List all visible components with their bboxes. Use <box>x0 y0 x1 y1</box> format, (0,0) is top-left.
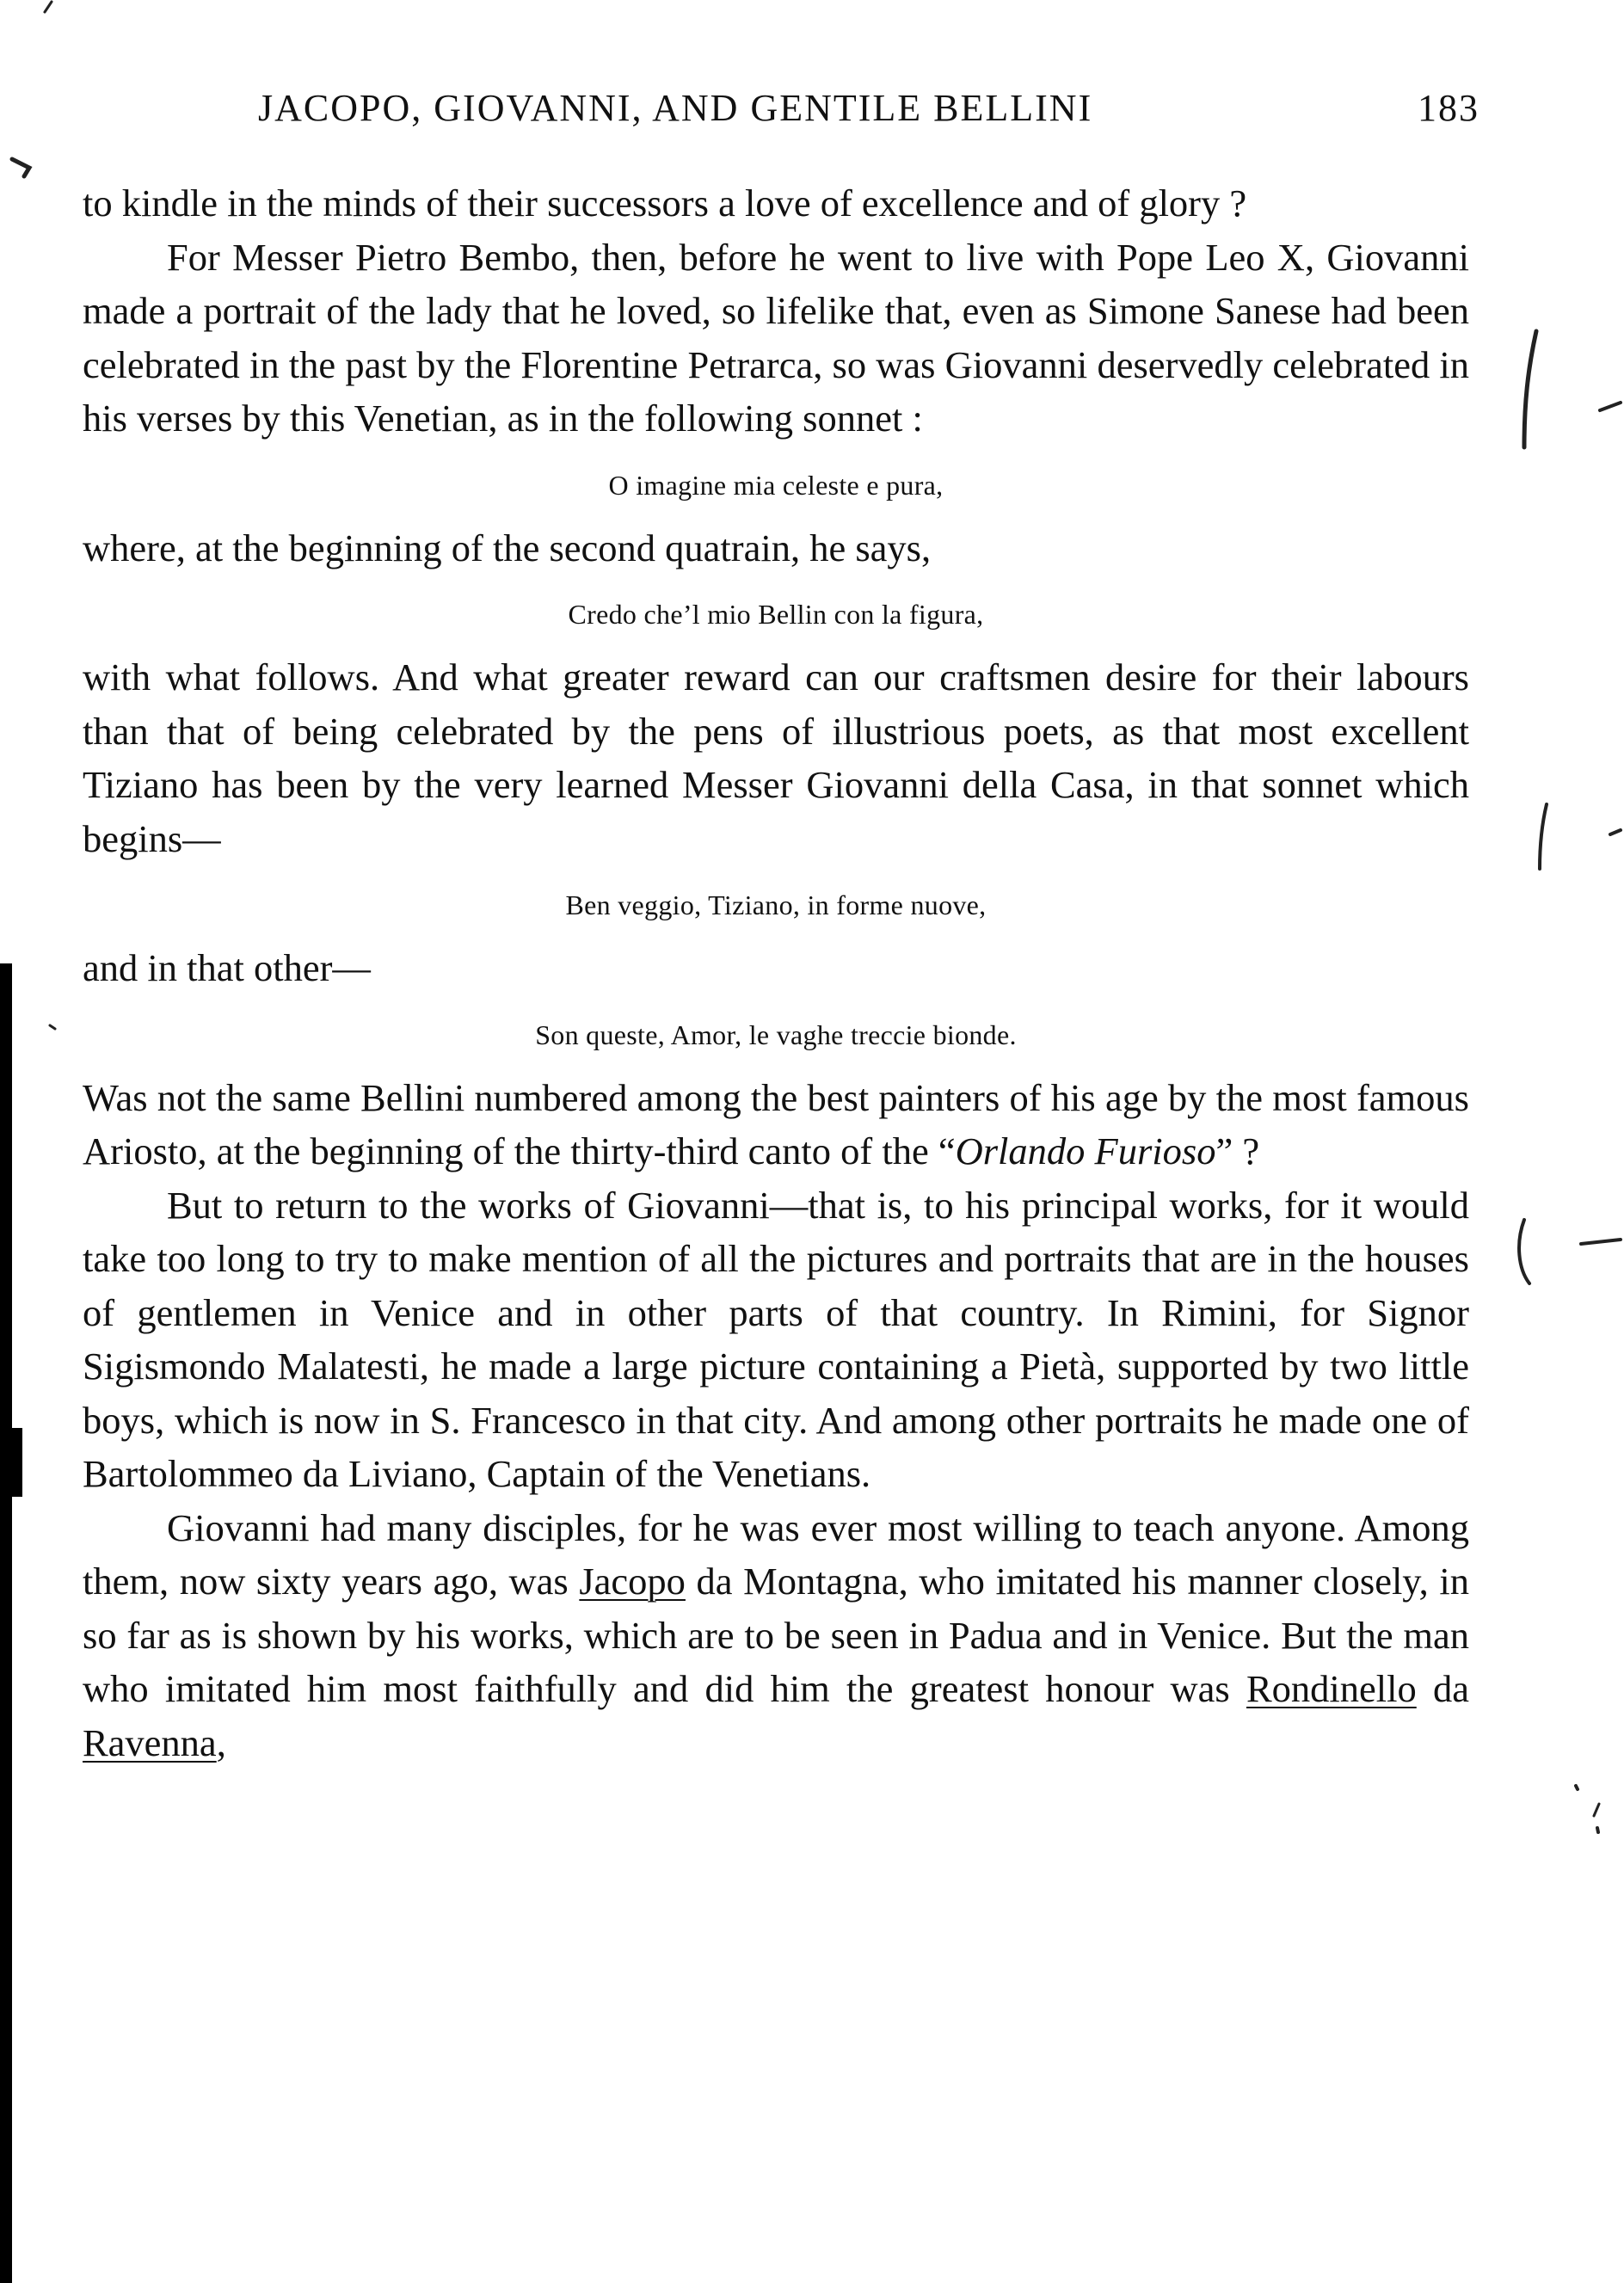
margin-dash-1 <box>1600 403 1621 410</box>
margin-bracket-1 <box>1524 331 1536 447</box>
margin-tick-6 <box>1594 1804 1599 1816</box>
margin-bracket-2 <box>1540 804 1547 869</box>
paragraph-8-text-a: Giovanni had many disciples, for he was ever most willing to teach anyone. Among them, now sixty years ago, was <box>83 1505 1469 1603</box>
paragraph-6-text-b: ” ? <box>1215 1129 1260 1172</box>
paragraph-3: where, at the beginning of the second quatrain, he says, <box>83 526 932 569</box>
margin-dash-3 <box>1581 1240 1621 1244</box>
underlined-name-rondinello: Rondinello <box>1246 1667 1417 1710</box>
paragraph-7: But to return to the works of Giovanni—that is, to his principal works, for it would take too long to try to make mention of all the pictures and portraits that are in the houses of gentlemen in Venice and in other parts of that country. In Rimini, for Signor Sigismondo Malatesti, he made a large picture containing a Pietà, supported by two little boys, which is now in S. Francesco in that city. And among other portraits he made one of Bartolommeo da Liviano, Captain of the Venetians. <box>83 1183 1469 1495</box>
underlined-name-ravenna: Ravenna <box>83 1720 217 1764</box>
underlined-name-jacopo: Jacopo <box>579 1560 686 1603</box>
margin-tick-5 <box>1576 1786 1578 1789</box>
verse-quote-3: Ben veggio, Tiziano, in forme nuove, <box>565 889 987 920</box>
margin-bracket-3 <box>1519 1220 1529 1283</box>
paragraph-2: For Messer Pietro Bembo, then, before he went to live with Pope Leo X, Giovanni made a portrait of the lady that he loved, so lifelike that, even as Simone Sanese had been celebrated in the past by the Florentine Petrarca, so was Giovanni deservedly celebrated in his verses by this Venetian, as in the following sonnet : <box>83 235 1469 440</box>
running-title: JACOPO, GIOVANNI, AND GENTILE BELLINI <box>258 87 1093 129</box>
paragraph-8-text-d: , <box>216 1720 226 1764</box>
paragraph-6-text-a: Was not the same Bellini numbered among the best painters of his age by the most famous Ariosto, at the beginning of the thirty-third canto of the “ <box>83 1075 1469 1172</box>
paragraph-1: to kindle in the minds of their successors a love of excellence and of glory ? <box>83 182 1247 225</box>
binding-notch <box>12 1428 22 1497</box>
left-arrow-mark <box>12 159 29 176</box>
paragraph-5: and in that other— <box>83 946 371 989</box>
paragraph-8-text-c: da <box>1416 1667 1469 1710</box>
verse-quote-2: Credo che’l mio Bellin con la figura, <box>568 599 984 630</box>
book-title-orlando-furioso: Orlando Furioso <box>955 1129 1216 1172</box>
paragraph-8-text-b: da Montagna, who imitated his manner closely, in so far as is shown by his works, which are to be seen in Padua and in Venice. But the man who imitated him most faithfully and did him the greatest honour was <box>83 1560 1470 1710</box>
margin-tick-4 <box>1597 1828 1598 1832</box>
margin-dash-2 <box>1610 830 1621 834</box>
paragraph-4: with what follows. And what greater reward can our craftsmen desire for their labours than that of being celebrated by the pens of illustrious poets, as that most excellent Tiziano has been by the very learned Messer Giovanni della Casa, in that sonnet which begins— <box>83 655 1469 860</box>
top-corner-mark <box>45 2 52 12</box>
page-number: 183 <box>1418 87 1479 129</box>
left-tick-mark <box>50 1025 55 1029</box>
verse-quote-1: O imagine mia celeste e pura, <box>608 469 944 501</box>
binding-shadow-edge <box>0 963 12 2283</box>
verse-quote-4: Son queste, Amor, le vaghe treccie bionde. <box>535 1018 1017 1050</box>
